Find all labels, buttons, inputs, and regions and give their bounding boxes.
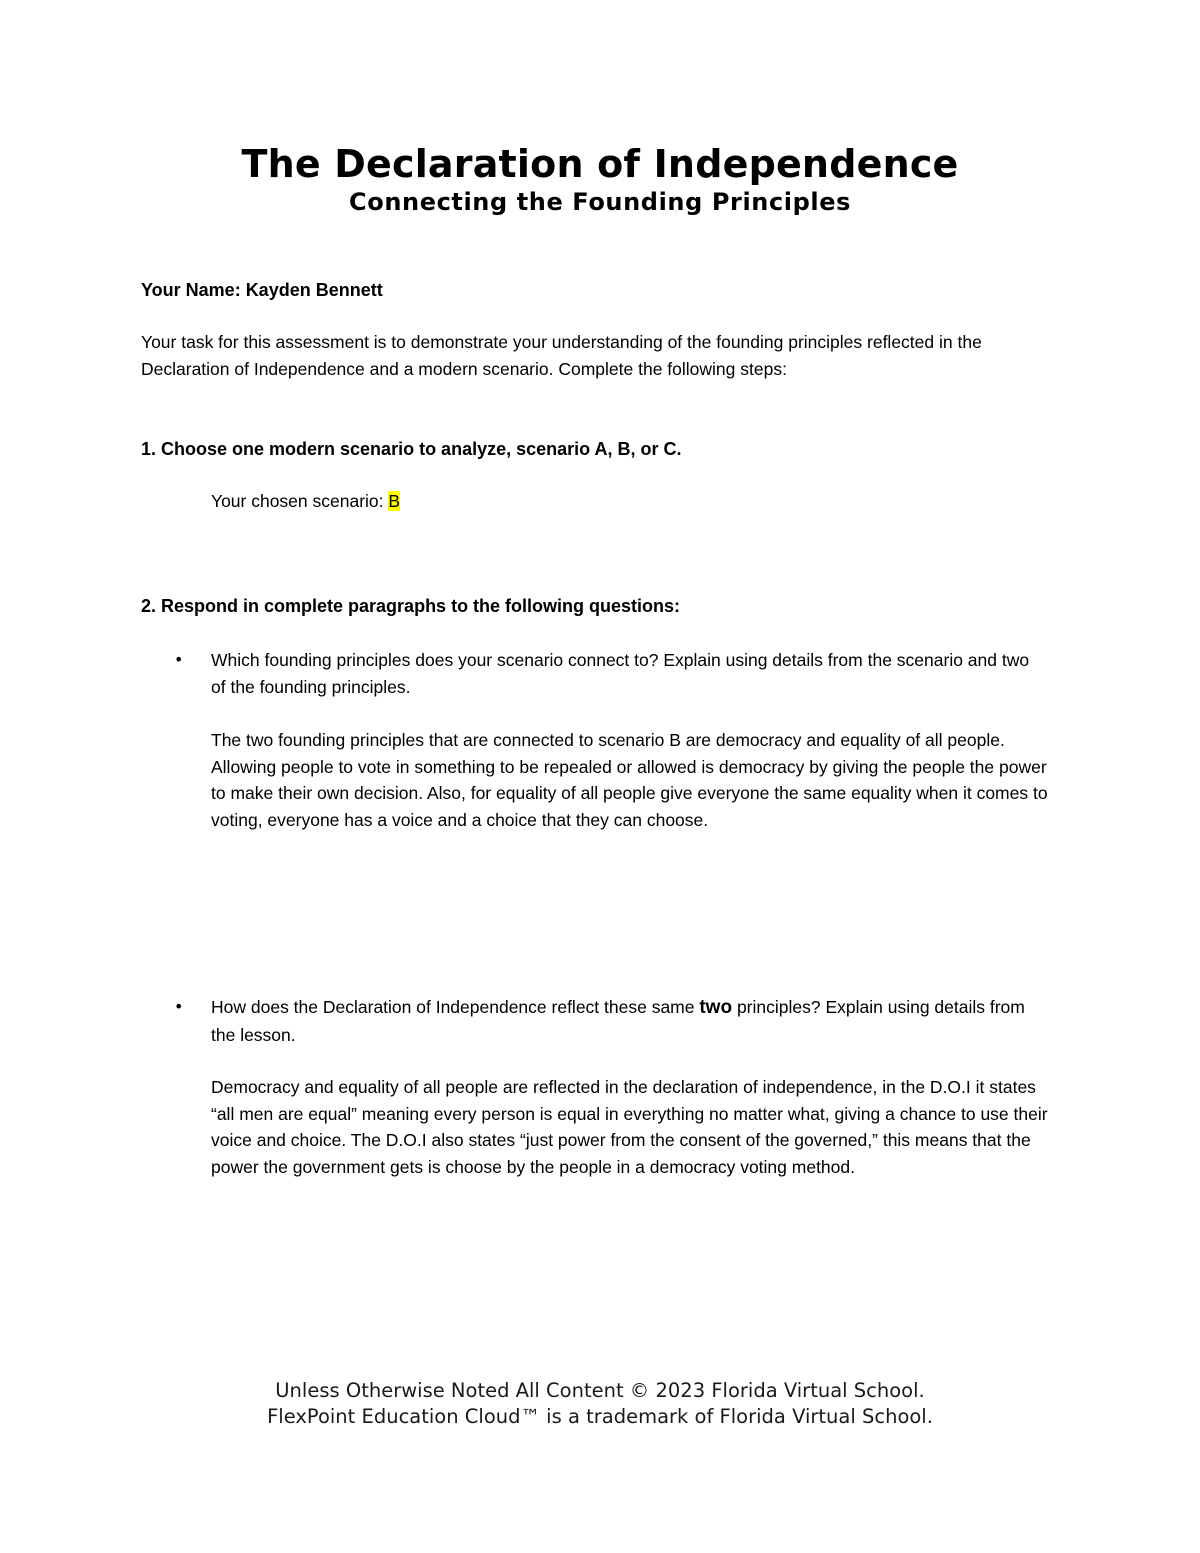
- document-subtitle: Connecting the Founding Principles: [349, 188, 851, 216]
- task-instructions: Your task for this assessment is to demonstrate your understanding of the founding principles reflected in the Declaration of Independence and a modern scenario. Complete the following steps:: [141, 332, 982, 379]
- footer-line-trademark: FlexPoint Education Cloud™ is a trademark of Florida Virtual School.: [267, 1405, 933, 1428]
- footer-line-copyright: Unless Otherwise Noted All Content © 2023 Florida Virtual School.: [275, 1379, 925, 1402]
- document-title: The Declaration of Independence: [241, 142, 959, 186]
- question1-prompt: Which founding principles does your scenario connect to? Explain using details from the scenario and two of the founding principles.: [211, 650, 1030, 697]
- question2-answer: Democracy and equality of all people are reflected in the declaration of independence, in the D.O.I it states “all men are equal” meaning every person is equal in everything no matter what, giving a chance to use their voice and choice. The D.O.I also states “just power from the consent of the governed,” this means that the power the government gets is choose by the people in a democracy voting method.: [211, 1077, 1048, 1177]
- chosen-scenario-line: [211, 488, 400, 515]
- step1-heading: 1. Choose one modern scenario to analyze, scenario A, B, or C.: [141, 439, 682, 459]
- student-name: Kayden Bennett: [245, 280, 383, 300]
- chosen-scenario-label: Your chosen scenario:: [211, 491, 389, 511]
- question1-answer: The two founding principles that are connected to scenario B are democracy and equality of all people. Allowing people to vote in something to be repealed or allowed is democracy by giving the people the power to make their own decision. Also, for equality of all people give everyone the same equality when it comes to voting, everyone has a voice and a choice that they can choose.: [211, 730, 1048, 830]
- bullet-point: •: [174, 650, 184, 669]
- student-name-line: [141, 277, 383, 304]
- bullet-point: •: [174, 997, 184, 1016]
- copyright-footer: [0, 1378, 1200, 1430]
- question2-prompt: [211, 994, 1041, 1048]
- question2-prompt-emphasis: two: [699, 997, 733, 1018]
- step2-heading: 2. Respond in complete paragraphs to the following questions:: [141, 596, 681, 616]
- question2-prompt-before: How does the Declaration of Independence reflect these same: [211, 997, 700, 1017]
- student-name-label: Your Name:: [141, 280, 246, 300]
- chosen-scenario-value: B: [388, 491, 401, 511]
- question2-prompt-after: principles? Explain using details from the lesson.: [211, 997, 1025, 1045]
